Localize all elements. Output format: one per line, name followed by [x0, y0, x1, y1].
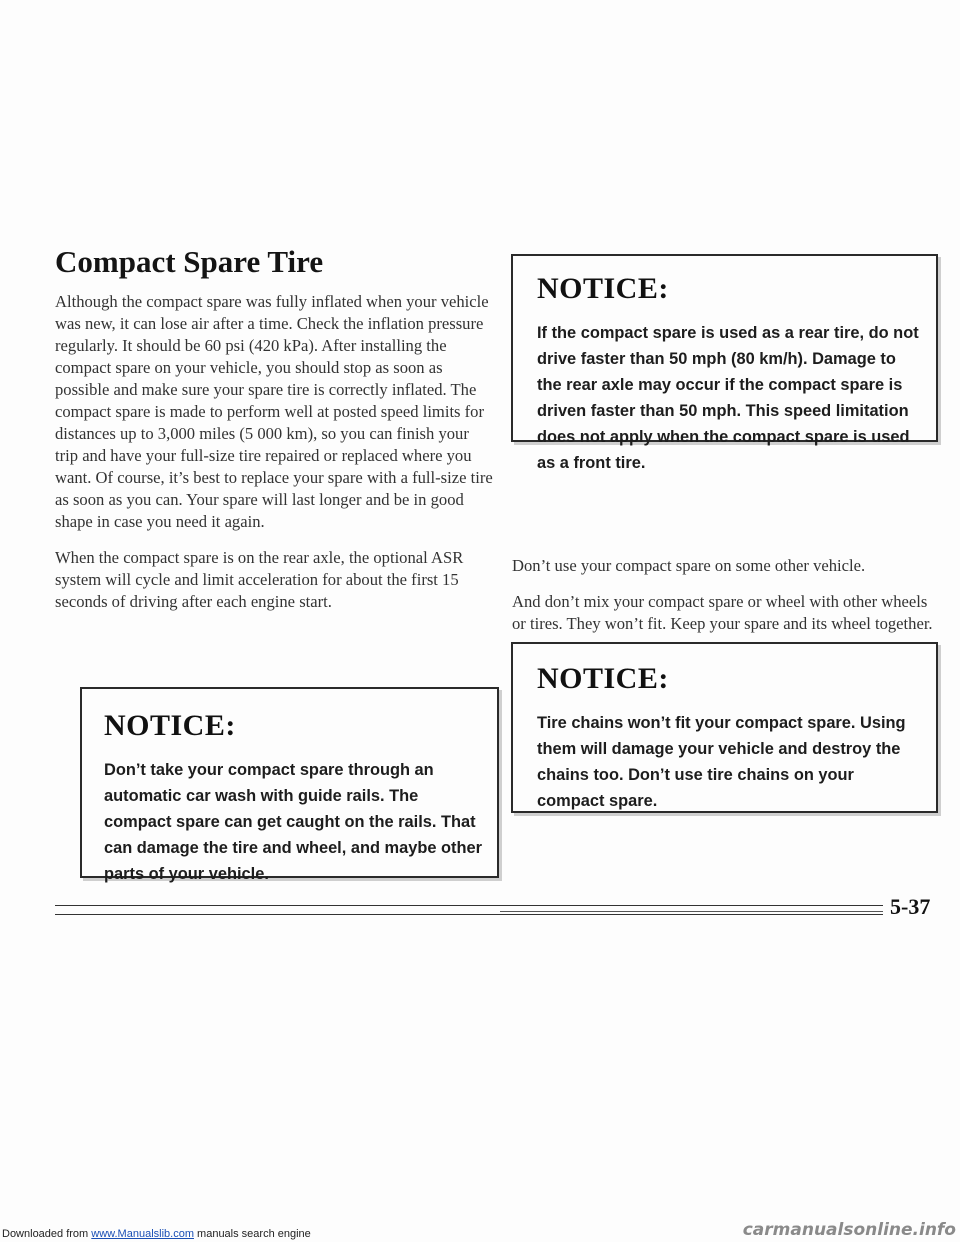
body-paragraph-1: Although the compact spare was fully inflated when your vehicle was new, it can lose air after a time. Check the inflation pressure regularly. It should be 60 psi (420 kPa). After installing the compact spare on your vehicle, you should stop as soon as possible and make sure your spare tire is correctly inflated. The compact spare is made to perform well at posted speed limits for distances up to 3,000 miles (5 000 km), so you can finish your trip and have your full-size tire repaired or replaced where you want. Of course, it’s best to replace your spare with a full-size tire as soon as you can. Your spare will last longer and be in good shape in case you need it again.: [55, 292, 493, 531]
notice-text: Don’t take your compact spare through an automatic car wash with guide rails. The compact spare can get caught on the rails. That can damage the tire and wheel, and maybe other parts of your vehicle.: [104, 761, 483, 883]
right-column-paragraphs: [512, 555, 937, 649]
notice-box-car-wash: [80, 687, 499, 883]
footer-prefix: Downloaded from: [2, 1228, 92, 1240]
left-column: [55, 245, 495, 627]
body-paragraph-2: When the compact spare is on the rear axle, the optional ASR system will cycle and limit acceleration for about the first 15 seconds of driving after each engine start.: [55, 548, 464, 611]
footer-rule-thin: [500, 911, 883, 912]
page-number: 5-37: [890, 894, 931, 919]
watermark-text: carmanualsonline.info: [742, 1220, 956, 1240]
notice-text: Tire chains won’t fit your compact spare. Using them will damage your vehicle and destroy the chains too. Don’t use tire chains on your compact spare.: [537, 714, 906, 810]
footer-rule: [55, 905, 883, 915]
section-heading: Compact Spare Tire: [55, 244, 324, 279]
notice-text: If the compact spare is used as a rear tire, do not drive faster than 50 mph (80 km/h). Damage to the rear axle may occur if the compact spare is driven faster than 50 mph. This speed limitation does not apply when the compact spare is used as a front tire.: [537, 324, 919, 472]
notice-box-rear-tire: [511, 254, 938, 472]
download-footer: [0, 1220, 960, 1242]
notice-title: NOTICE:: [104, 709, 236, 742]
notice-title: NOTICE:: [537, 662, 669, 695]
body-paragraph-4: And don’t mix your compact spare or wheel with other wheels or tires. They won’t fit. Keep your spare and its wheel together.: [512, 592, 933, 633]
manualslib-link[interactable]: www.Manualslib.com: [91, 1228, 194, 1240]
footer-text: [2, 1226, 311, 1242]
notice-box-tire-chains: [511, 642, 938, 813]
body-paragraph-3: Don’t use your compact spare on some other vehicle.: [512, 556, 866, 575]
footer-suffix: manuals search engine: [193, 1228, 311, 1240]
notice-title: NOTICE:: [537, 272, 669, 305]
